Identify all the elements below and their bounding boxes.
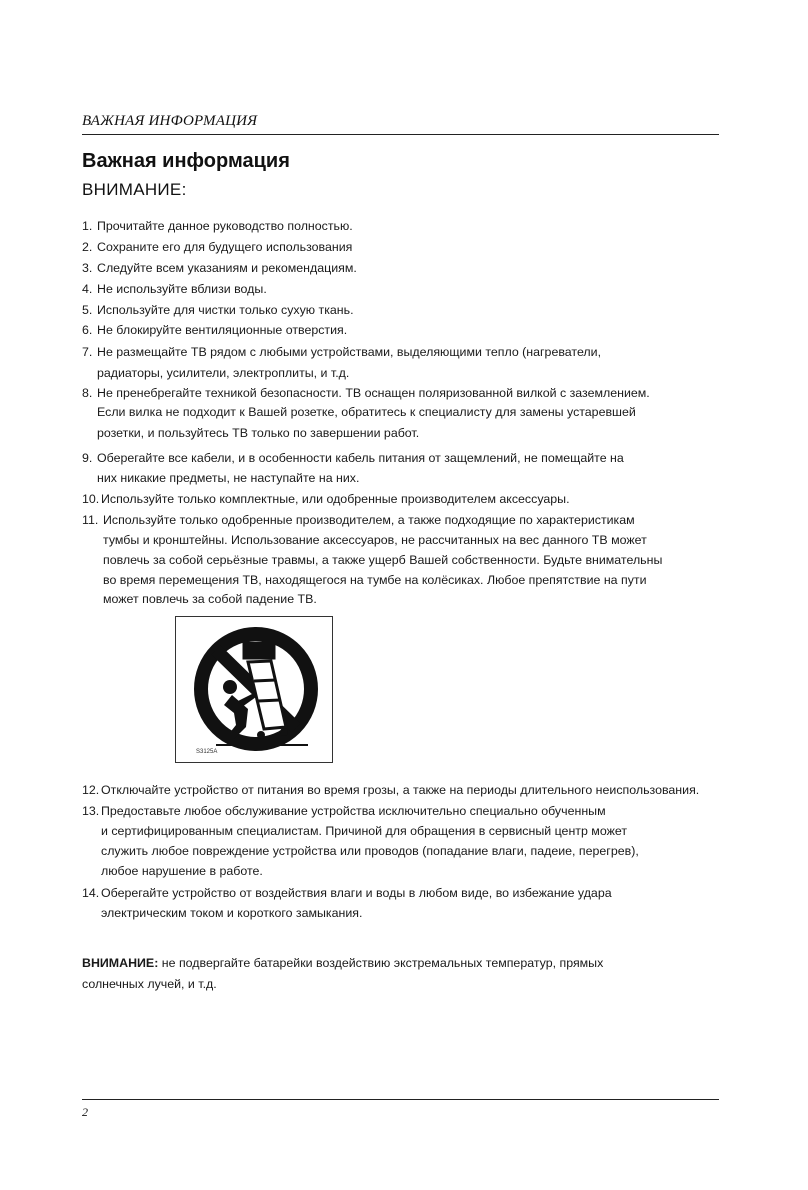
item-text: Используйте только комплектные, или одобренные производителем аксессуары. — [101, 492, 570, 506]
item-text: Не блокируйте вентиляционные отверстия. — [97, 323, 348, 337]
item-text: Не пренебрегайте техникой безопасности. ТВ оснащен поляризованной вилкой с заземлением. — [97, 386, 650, 400]
item-text: Используйте для чистки только сухую ткань. — [97, 303, 354, 317]
header-rule — [82, 134, 719, 135]
item-number: 7. — [82, 345, 93, 359]
item-number: 9. — [82, 451, 93, 465]
item-text: Следуйте всем указаниям и рекомендациям. — [97, 261, 357, 275]
item-text: Не используйте вблизи воды. — [97, 282, 267, 296]
item-number: 2. — [82, 240, 93, 254]
item-text: Оберегайте устройство от воздействия влаги и воды в любом виде, во избежание удара — [101, 886, 612, 900]
item-text: повлечь за собой серьёзные травмы, а также ущерб Вашей собственности. Будьте внимательны — [103, 553, 663, 567]
page-title: Важная информация — [82, 150, 290, 172]
item-text: Прочитайте данное руководство полностью. — [97, 219, 353, 233]
item-text: тумбы и кронштейны. Использование аксессуаров, не рассчитанных на вес данного ТВ может — [103, 533, 647, 547]
page-number: 2 — [82, 1105, 88, 1119]
footer-rule — [82, 1099, 719, 1100]
cart-tip-over-warning-icon — [176, 617, 332, 762]
item-number: 3. — [82, 261, 93, 275]
item-text: Если вилка не подходит к Вашей розетке, обратитесь к специалисту для замены устаревшей — [97, 405, 636, 419]
item-number: 5. — [82, 303, 93, 317]
item-number: 4. — [82, 282, 93, 296]
battery-warning — [82, 953, 603, 995]
item-text: может повлечь за собой падение ТВ. — [103, 592, 317, 606]
battery-warning-label: ВНИМАНИЕ: — [82, 956, 159, 970]
item-text: любое нарушение в работе. — [101, 864, 263, 878]
item-text: Отключайте устройство от питания во время грозы, а также на периоды длительного неиспользования. — [101, 783, 700, 797]
running-header: ВАЖНАЯ ИНФОРМАЦИЯ — [82, 113, 258, 129]
item-number: 6. — [82, 323, 93, 337]
item-number: 1. — [82, 219, 93, 233]
battery-warning-text-cont: солнечных лучей, и т.д. — [82, 977, 217, 991]
item-text: Предоставьте любое обслуживание устройства исключительно специально обученным — [101, 804, 606, 818]
item-number: 14. — [82, 886, 100, 900]
item-number: 11. — [82, 513, 99, 527]
item-text: Оберегайте все кабели, и в особенности кабель питания от защемлений, не помещайте на — [97, 451, 624, 465]
item-text: радиаторы, усилители, электроплиты, и т.д. — [97, 366, 350, 380]
item-text: и сертифицированным специалистам. Причиной для обращения в сервисный центр может — [101, 824, 628, 838]
item-text: розетки, и пользуйтесь ТВ только по завершении работ. — [97, 426, 420, 440]
item-text: во время перемещения ТВ, находящегося на тумбе на колёсиках. Любое препятствие на пути — [103, 573, 647, 587]
item-number: 8. — [82, 386, 93, 400]
item-text: Не размещайте ТВ рядом с любыми устройствами, выделяющими тепло (нагреватели, — [97, 345, 602, 359]
item-number: 10. — [82, 492, 100, 506]
item-number: 12. — [82, 783, 100, 797]
item-text: электрическим током и короткого замыкания. — [101, 906, 363, 920]
item-text: них никакие предметы, не наступайте на них. — [97, 471, 360, 485]
item-number: 13. — [82, 804, 100, 818]
figure-code: S3125A — [196, 749, 218, 755]
item-text: Сохраните его для будущего использования — [97, 240, 353, 254]
warning-subtitle: ВНИМАНИЕ: — [82, 180, 187, 199]
item-text: Используйте только одобренные производителем, а также подходящие по характеристикам — [103, 513, 635, 527]
battery-warning-text: не подвергайте батарейки воздействию экстремальных температур, прямых — [158, 956, 604, 970]
item-text: служить любое повреждение устройства или проводов (попадание влаги, падеие, перегрев), — [101, 844, 639, 858]
safety-figure — [175, 616, 333, 763]
